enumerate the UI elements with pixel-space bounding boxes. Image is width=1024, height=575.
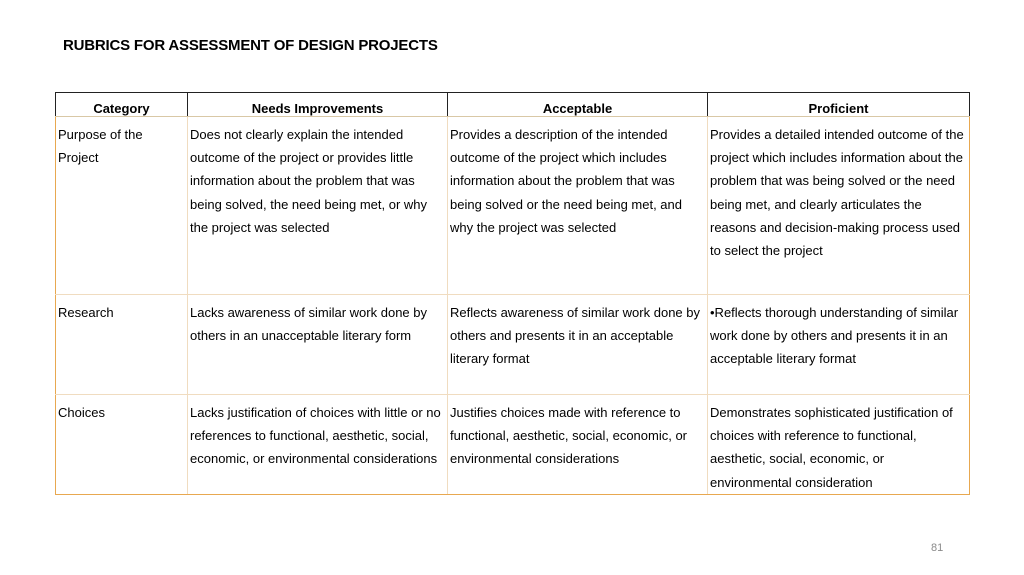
- table-row: [56, 395, 970, 495]
- header-proficient: Proficient: [708, 93, 970, 117]
- header-needs-improvements: Needs Improvements: [188, 93, 448, 117]
- acceptable-cell: Provides a description of the intended outcome of the project which includes information about the problem that was being solved or the need being met, and why the project was selected: [448, 117, 708, 295]
- needs-improvements-cell: Lacks awareness of similar work done by others in an unacceptable literary form: [188, 295, 448, 395]
- table-row: [56, 295, 970, 395]
- needs-improvements-cell: Lacks justification of choices with little or no references to functional, aesthetic, social, economic, or environmental considerations: [188, 395, 448, 495]
- page-number: 81: [931, 542, 944, 554]
- proficient-cell: Demonstrates sophisticated justification of choices with reference to functional, aesthetic, social, economic, or environmental consideration: [708, 395, 970, 495]
- proficient-cell: •Reflects thorough understanding of similar work done by others and presents it in an acceptable literary format: [708, 295, 970, 395]
- category-cell: Purpose of the Project: [56, 117, 188, 295]
- acceptable-cell: Justifies choices made with reference to functional, aesthetic, social, economic, or environmental considerations: [448, 395, 708, 495]
- needs-improvements-cell: Does not clearly explain the intended outcome of the project or provides little information about the problem that was being solved, the need being met, or why the project was selected: [188, 117, 448, 295]
- header-category: Category: [56, 93, 188, 117]
- page-title: RUBRICS FOR ASSESSMENT OF DESIGN PROJECTS: [63, 37, 438, 54]
- table-header-row: [56, 93, 970, 117]
- category-cell: Choices: [56, 395, 188, 495]
- acceptable-cell: Reflects awareness of similar work done by others and presents it in an acceptable literary format: [448, 295, 708, 395]
- category-cell: Research: [56, 295, 188, 395]
- rubric-table: [55, 92, 970, 495]
- header-acceptable: Acceptable: [448, 93, 708, 117]
- table-row: [56, 117, 970, 295]
- proficient-cell: Provides a detailed intended outcome of the project which includes information about the problem that was being solved or the need being met, and clearly articulates the reasons and decision-making process used to select the project: [708, 117, 970, 295]
